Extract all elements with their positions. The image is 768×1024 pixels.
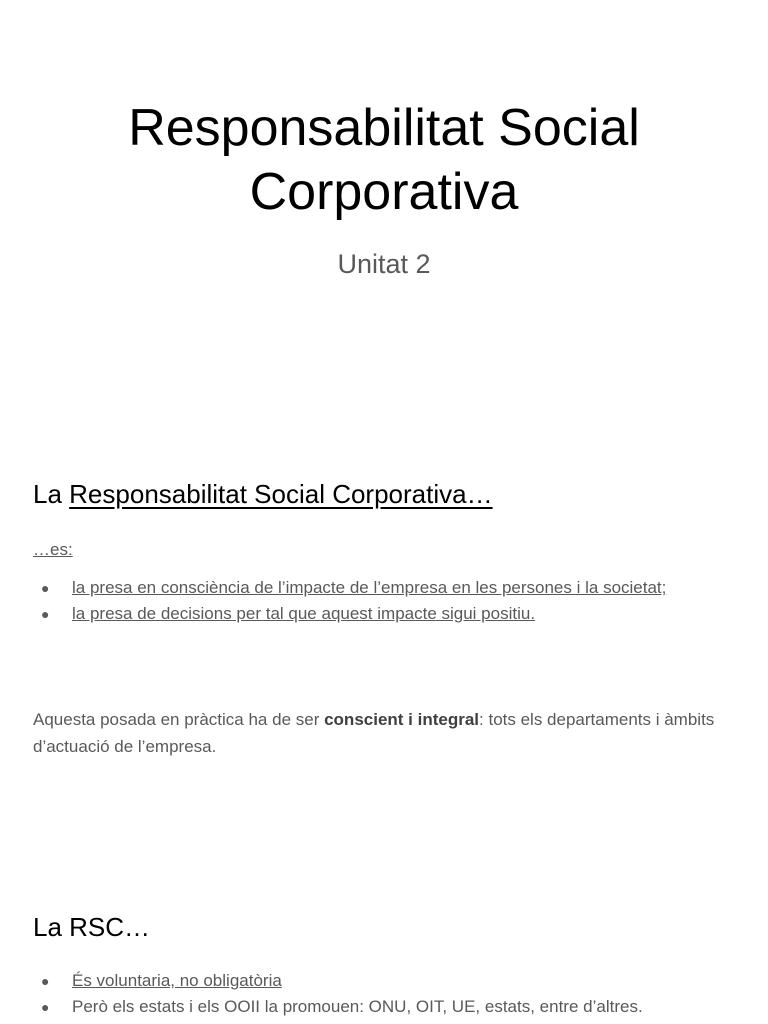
definition-list	[33, 575, 723, 627]
rsc-list	[33, 968, 723, 1020]
slide-title-line-1: Responsabilitat Social	[128, 99, 640, 157]
slide-title-line-2: Corporativa	[249, 163, 519, 221]
explanation-paragraph	[33, 706, 738, 760]
bullet-icon: ●	[41, 999, 50, 1015]
list-item-text: Però els estats i els OOII la promouen: ONU, OIT, UE, estats, entre d’altres.	[72, 997, 643, 1016]
list-item	[33, 968, 723, 994]
bullet-icon: ●	[41, 606, 50, 622]
list-item	[33, 575, 723, 601]
paragraph-text-end: : tots els departaments i àmbits d’actuació de l’empresa.	[33, 710, 715, 756]
heading-prefix: La	[33, 479, 70, 509]
paragraph-text-start: Aquesta posada en pràctica ha de ser	[33, 710, 325, 729]
paragraph-bold-text: conscient i integral	[324, 710, 480, 729]
list-item-text: la presa de decisions per tal que aquest impacte sigui positiu.	[72, 604, 536, 623]
bullet-icon: ●	[41, 580, 50, 596]
heading-link-text: Responsabilitat Social Corporativa…	[69, 479, 493, 509]
list-item-text: És voluntaria, no obligatòria	[72, 971, 282, 990]
list-item	[33, 994, 723, 1020]
section-heading-rsc: La RSC…	[33, 912, 151, 942]
list-item	[33, 601, 723, 627]
slide-subtitle: Unitat 2	[337, 249, 431, 279]
bullet-icon: ●	[41, 973, 50, 989]
slide-title	[0, 96, 768, 224]
intro-text: …es:	[33, 540, 73, 559]
section-heading-rsc-definition	[33, 478, 493, 510]
list-item-text: la presa en consciència de l’impacte de l’empresa en les persones i la societat;	[72, 578, 667, 597]
